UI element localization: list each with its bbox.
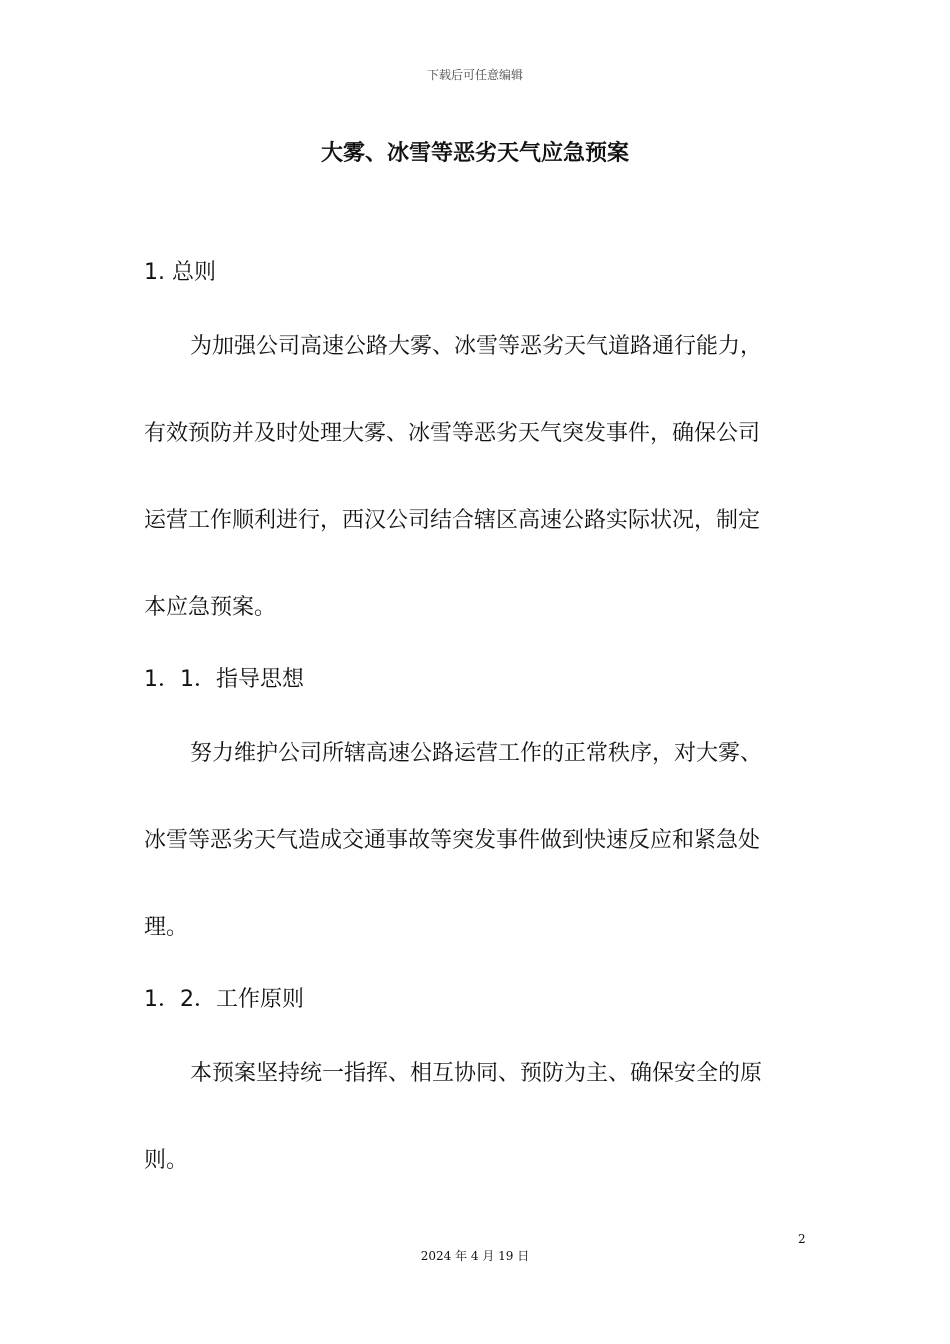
footer-date: 2024 年 4 月 19 日 xyxy=(420,1249,530,1263)
section-1-heading: 1. 总则 xyxy=(144,260,216,285)
page-header: 下载后可任意编辑 xyxy=(426,68,523,82)
section-1-1-paragraph-line: 冰雪等恶劣天气造成交通事故等突发事件做到快速反应和紧急处 xyxy=(144,828,761,853)
section-1-2-paragraph-line: 则。 xyxy=(144,1148,189,1173)
section-1-paragraph-line: 为加强公司高速公路大雾、冰雪等恶劣天气道路通行能力， xyxy=(190,334,763,359)
document-title: 大雾、冰雪等恶劣天气应急预案 xyxy=(320,141,629,166)
section-1-paragraph-line: 本应急预案。 xyxy=(144,595,277,620)
section-1-paragraph-line: 运营工作顺利进行，西汉公司结合辖区高速公路实际状况，制定 xyxy=(144,508,761,533)
section-1-1-paragraph-line: 努力维护公司所辖高速公路运营工作的正常秩序，对大雾、 xyxy=(190,741,763,766)
section-1-2-paragraph-line: 本预案坚持统一指挥、相互协同、预防为主、确保安全的原 xyxy=(190,1061,763,1086)
section-1-paragraph-line: 有效预防并及时处理大雾、冰雪等恶劣天气突发事件，确保公司 xyxy=(144,421,761,446)
section-1-1-heading: 1．1．指导思想 xyxy=(144,667,304,692)
page-number: 2 xyxy=(798,1232,806,1246)
section-1-2-heading: 1．2．工作原则 xyxy=(144,987,304,1012)
section-1-1-paragraph-line: 理。 xyxy=(144,915,189,940)
